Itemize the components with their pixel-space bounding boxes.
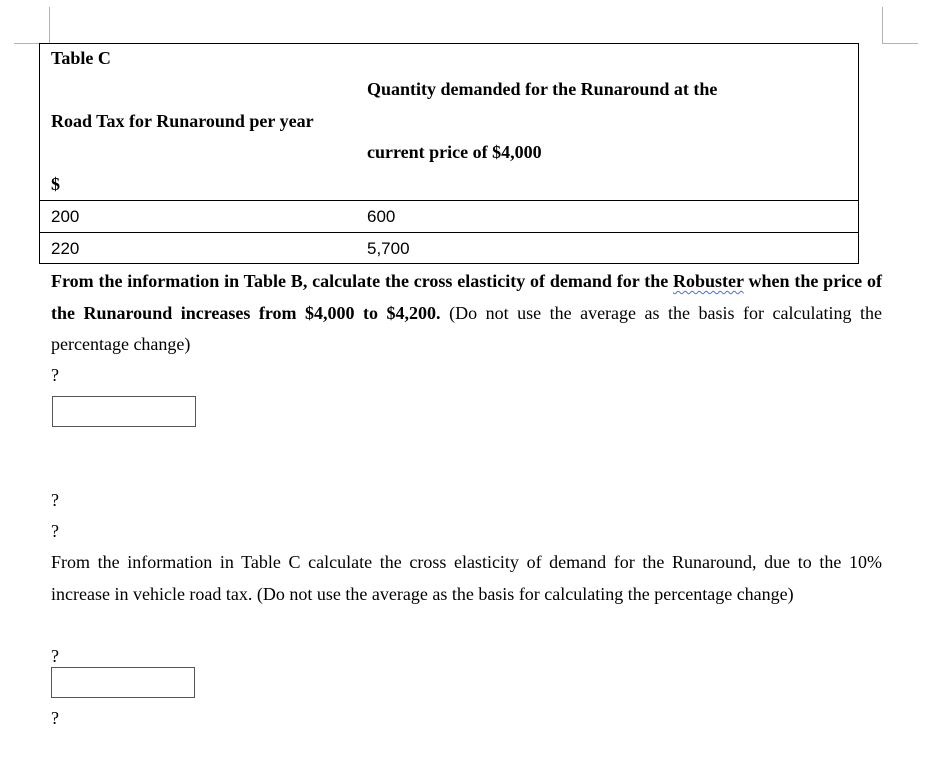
table-divider-header <box>39 200 859 201</box>
marker-2: ? <box>51 521 59 541</box>
table-row-2-quantity: 5,700 <box>367 239 410 258</box>
marker-1: ? <box>51 490 59 510</box>
table-row-2-tax: 220 <box>51 239 80 258</box>
col1-header: Road Tax for Runaround per year <box>51 111 314 131</box>
question1-text <box>51 266 882 361</box>
margin-mark-right-vertical <box>882 7 883 44</box>
answer2-input[interactable] <box>51 667 195 698</box>
col2-header-line1: Quantity demanded for the Runaround at the <box>367 79 718 99</box>
marker-3: ? <box>51 708 59 728</box>
answer1-input[interactable] <box>52 396 196 427</box>
col2-header-line2: current price of $4,000 <box>367 142 542 162</box>
table-row-1-quantity: 600 <box>367 207 396 226</box>
question1-robuster: Robuster <box>673 271 744 291</box>
unit-label: $ <box>51 174 60 194</box>
question1-bold-a: From the information in Table B, calculate the cross elasticity of demand for the <box>51 271 674 291</box>
table-title: Table C <box>51 48 111 68</box>
question1-normal: (Do not use the average as the basis for calculating the percentage change) <box>51 302 882 354</box>
question1-bold-b: when the price of the Runaround increases from $4,000 to $4,200. <box>51 271 882 323</box>
question1-marker: ? <box>51 365 59 385</box>
margin-mark-left-vertical <box>49 7 50 44</box>
question2-marker: ? <box>51 646 59 666</box>
table-divider-row <box>39 232 859 233</box>
table-row-1-tax: 200 <box>51 207 80 226</box>
question2-text: From the information in Table C calculate the cross elasticity of demand for the Runaround, due to the 10% increase in vehicle road tax. (Do not use the average as the basis for calculating the percentage change) <box>51 552 882 604</box>
margin-mark-right-horizontal <box>882 43 918 44</box>
